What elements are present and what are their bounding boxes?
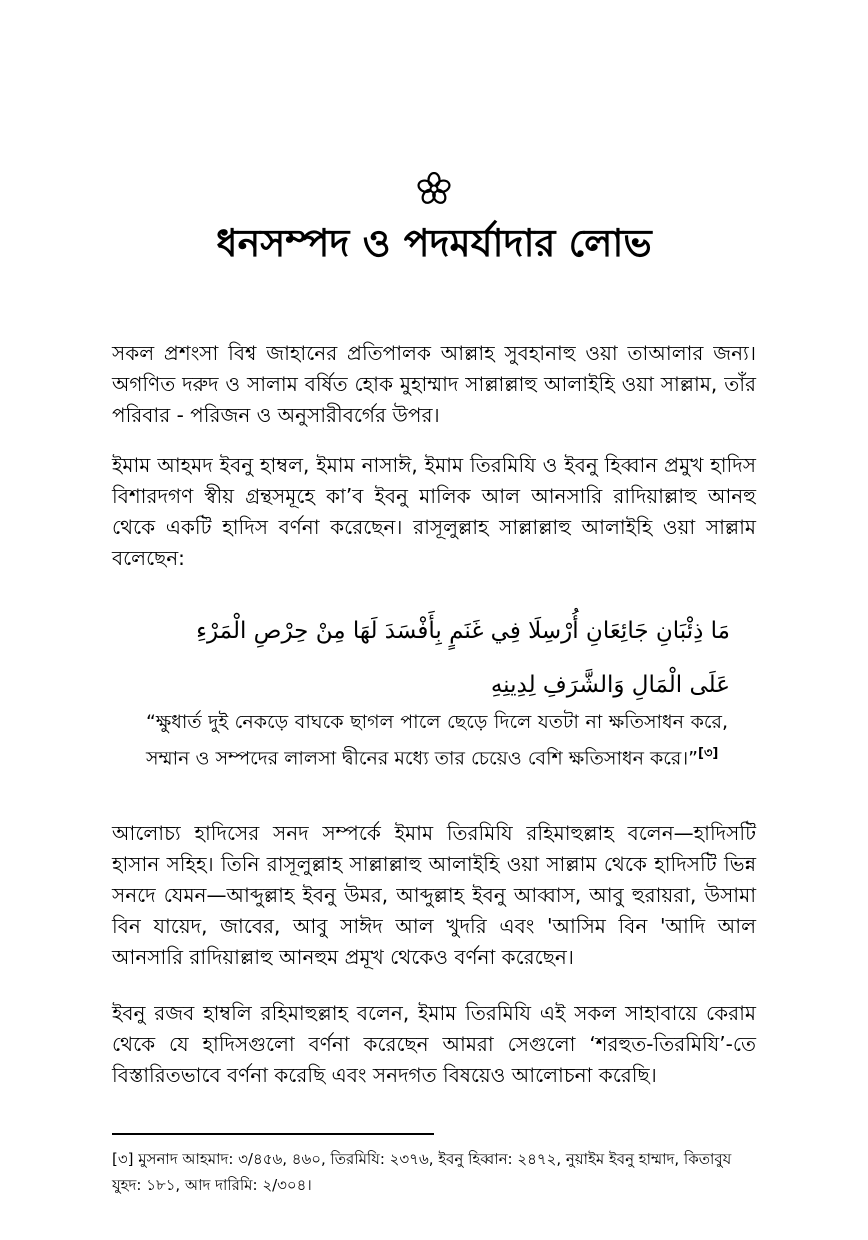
chapter-title: ধনসম্পদ ও পদমর্যাদার লোভ bbox=[216, 221, 652, 265]
quote-text: “ক্ষুধার্ত দুই নেকড়ে বাঘকে ছাগল পালে ছেড়ে দিলে যতটা না ক্ষতিসাধন করে, সম্মান ও সম্পদের লালসা দ্বীনের মধ্যে তার চেয়েও বেশি ক্ষতিসাধন করে।” bbox=[146, 711, 728, 770]
hadith-translation-quote bbox=[146, 706, 728, 774]
sanad-paragraph: আলোচ্য হাদিসের সনদ সম্পর্কে ইমাম তিরমিযি রহিমাহুল্লাহ বলেন—হাদিসটি হাসান সহিহ। তিনি রাসূলুল্লাহ সাল্লাল্লাহু আলাইহি ওয়া সাল্লাম থেকে হাদিসটি ভিন্ন সনদে যেমন—আব্দুল্লাহ ইবনু উমর, আব্দুল্লাহ ইবনু আব্বাস, আবু হুরায়রা, উসামা বিন যায়েদ, জাবের, আবু সাঈদ আল খুদরি এবং 'আসিম বিন 'আদি আল আনসারি রাদিয়াল্লাহু আনহুম প্রমূখ থেকেও বর্ণনা করেছেন। bbox=[112, 821, 756, 969]
footnote-reference: [৩] bbox=[698, 746, 719, 761]
arabic-hadith-text: مَا ذِئْبَانِ جَائِعَانِ أُرْسِلَا فِي غَنَمٍ بِأَفْسَدَ لَهَا مِنْ حِرْصِ الْمَرْءِ عَلَى الْمَالِ وَالشَّرَفِ لِدِينِهِ bbox=[196, 618, 730, 698]
flower-ornament bbox=[0, 172, 868, 210]
footnote-divider bbox=[112, 1133, 434, 1135]
intro-paragraph: সকল প্রশংসা বিশ্ব জাহানের প্রতিপালক আল্লাহ সুবহানাহু ওয়া তাআলার জন্য। অগণিত দরুদ ও সালাম বর্ষিত হোক মুহাম্মাদ সাল্লাল্লাহু আলাইহি ওয়া সাল্লাম, তাঁর পরিবার - পরিজন ও অনুসারীবর্গের উপর। bbox=[112, 341, 756, 427]
hadith-intro-paragraph: ইমাম আহমদ ইবনু হাম্বল, ইমাম নাসাঈ, ইমাম তিরমিযি ও ইবনু হিব্বান প্রমুখ হাদিস বিশারদগণ স্বীয় গ্রন্থসমূহে কা’ব ইবনু মালিক আল আনসারি রাদিয়াল্লাহু আনহু থেকে একটি হাদিস বর্ণনা করেছেন। রাসূলুল্লাহ সাল্লাল্লাহু আলাইহি ওয়া সাল্লাম বলেছেন: bbox=[112, 453, 756, 570]
footnote: [৩] মুসনাদ আহমাদ: ৩/৪৫৬, ৪৬০, তিরমিযি: ২৩৭৬, ইবনু হিব্বান: ২৪৭২, নুয়াইম ইবনু হাম্মাদ, কিতাবুয যুহদ: ১৮১, আদ দারিমি: ২/৩০৪। bbox=[112, 1150, 732, 1194]
flower-icon bbox=[417, 172, 451, 206]
ibn-rajab-paragraph: ইবনু রজব হাম্বলি রহিমাহুল্লাহ বলেন, ইমাম তিরমিযি এই সকল সাহাবায়ে কেরাম থেকে যে হাদিসগুলো বর্ণনা করেছেন আমরা সেগুলো ‘শরহুত-তিরমিযি’-তে বিস্তারিতভাবে বর্ণনা করেছি এবং সনদগত বিষয়েও আলোচনা করেছি। bbox=[112, 1001, 756, 1087]
